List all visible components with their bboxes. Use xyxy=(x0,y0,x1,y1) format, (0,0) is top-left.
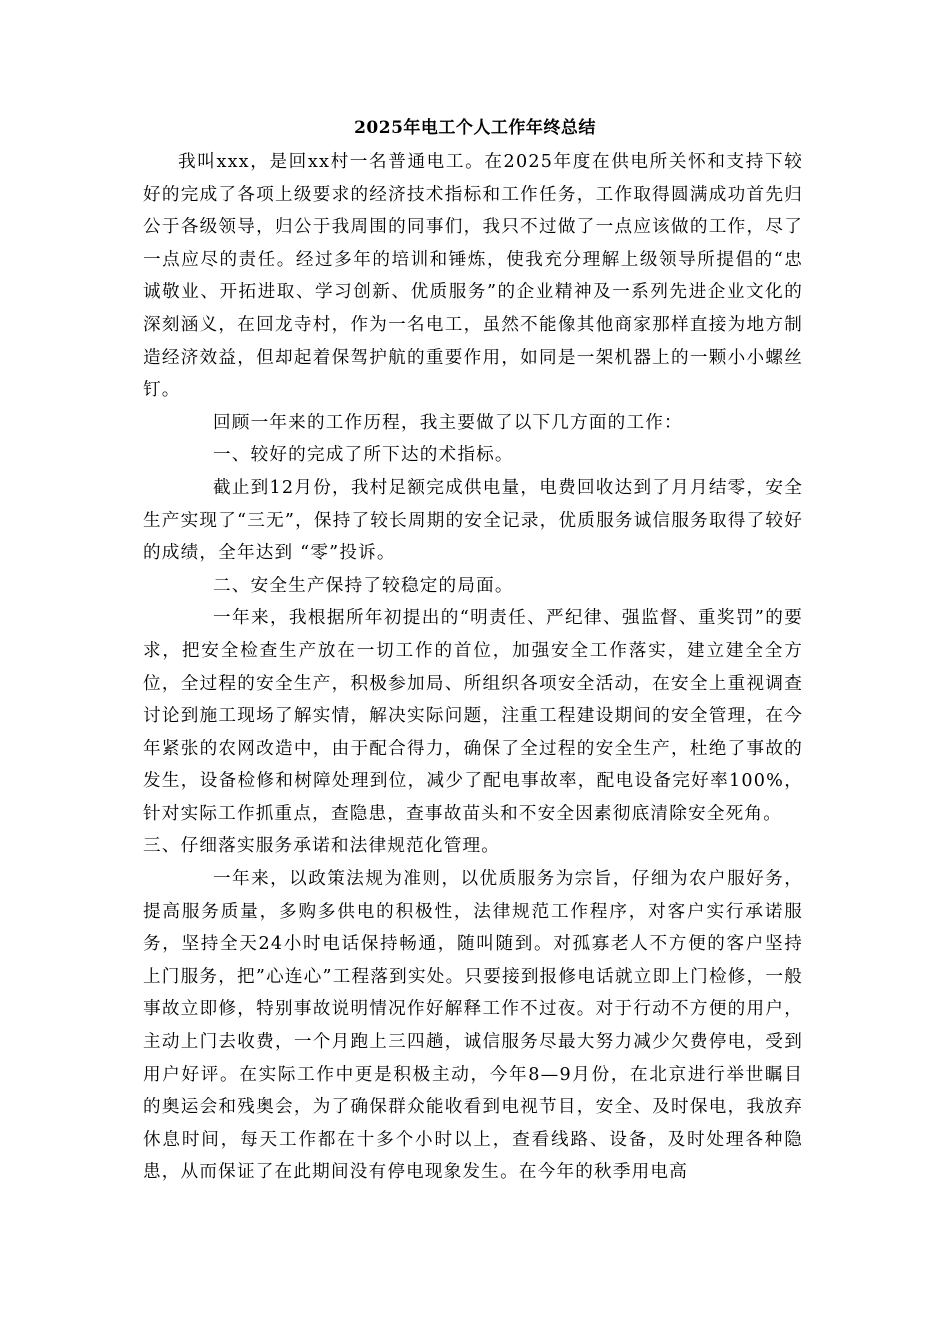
paragraph-review: 回顾一年来的工作历程，我主要做了以下几方面的工作： xyxy=(213,412,683,433)
paragraph-section-2: 一年来，我根据所年初提出的“明责任、严纪律、强监督、重奖罚”的要求，把安全检查生产放在一切工作的首位，加强安全工作落实，建立建全全方位，全过程的安全生产，积极参加局、所组织各项安全活动，在安全上重视调查讨论到施工现场了解实情，解决实际问题，注重工程建设期间的安全管理，在今年紧张的农网改造中，由于配合得力，确保了全过程的安全生产，杜绝了事故的发生，设备检修和树障处理到位，减少了配电事故率，配电设备完好率100%，针对实际工作抓重点，查隐患，查事故苗头和不安全因素彻底清除安全死角。 xyxy=(143,608,803,824)
document-body xyxy=(143,146,803,1189)
section-heading-1: 一、较好的完成了所下达的术指标。 xyxy=(213,445,514,466)
section-heading-3: 三、仔细落实服务承诺和法律规范化管理。 xyxy=(143,836,501,857)
paragraph-intro: 我叫xxx，是回xx村一名普通电工。在2025年度在供电所关怀和支持下较好的完成了各项上级要求的经济技术指标和工作任务，工作取得圆满成功首先归公于各级领导，归公于我周围的同事们，我只不过做了一点应该做的工作，尽了一点应尽的责任。经过多年的培训和锤炼，使我充分理解上级领导所提倡的“忠诚敬业、开拓进取、学习创新、优质服务”的企业精神及一系列先进企业文化的深刻涵义，在回龙寺村，作为一名电工，虽然不能像其他商家那样直接为地方制造经济效益，但却起着保驾护航的重要作用，如同是一架机器上的一颗小小螺丝钉。 xyxy=(143,152,803,401)
paragraph-section-1: 截止到12月份，我村足额完成供电量，电费回收达到了月月结零，安全生产实现了“三无”，保持了较长周期的安全记录，优质服务诚信服务取得了较好的成绩，全年达到 “零”投诉。 xyxy=(143,477,803,564)
document-title: 2025年电工个人工作年终总结 xyxy=(354,118,596,138)
paragraph-section-3: 一年来，以政策法规为准则，以优质服务为宗旨，仔细为农户服好务，提高服务质量，多购多供电的积极性，法律规范工作程序，对客户实行承诺服务，坚持全天24小时电话保持畅通，随叫随到。对孤寡老人不方便的客户坚持上门服务，把”心连心”工程落到实处。只要接到报修电话就立即上门检修，一般事故立即修，特别事故说明情况作好解释工作不过夜。对于行动不方便的用户，主动上门去收费，一个月跑上三四趟，诚信服务尽最大努力减少欠费停电，受到用户好评。在实际工作中更是积极主动，今年8—9月份，在北京进行举世瞩目的奥运会和残奥会，为了确保群众能收看到电视节目，安全、及时保电，我放弃休息时间，每天工作都在十多个小时以上，查看线路、设备，及时处理各种隐患，从而保证了在此期间没有停电现象发生。在今年的秋季用电高 xyxy=(143,869,803,1183)
section-heading-2: 二、安全生产保持了较稳定的局面。 xyxy=(213,575,514,596)
